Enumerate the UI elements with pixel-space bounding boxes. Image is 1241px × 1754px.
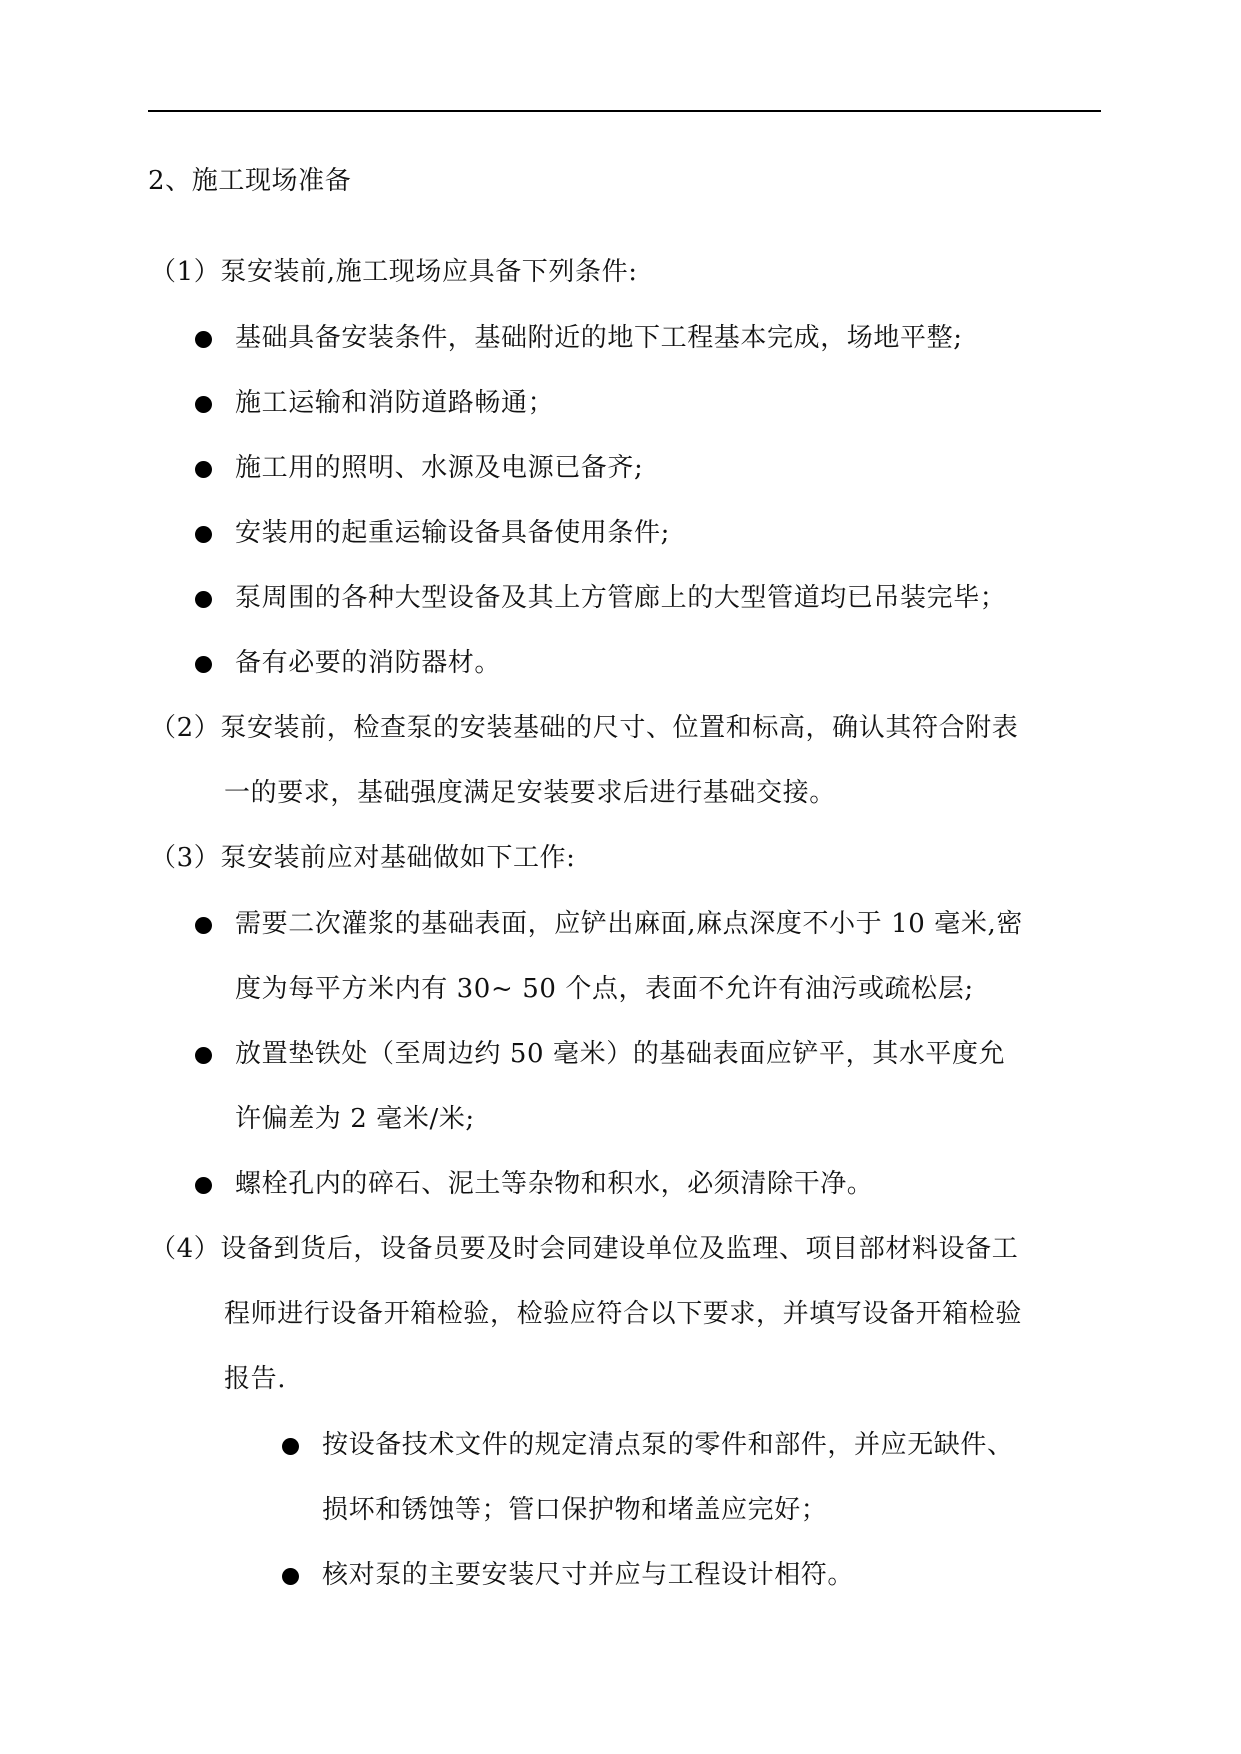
item1-title: （1）泵安装前,施工现场应具备下列条件: (150, 257, 638, 287)
item4-line-3: 报告. (224, 1364, 287, 1394)
item3-bullet-1-line-1: 需要二次灌浆的基础表面，应铲出麻面,麻点深度不小于 10 毫米,密 (235, 909, 1023, 939)
item3-bullet-3: 螺栓孔内的碎石、泥土等杂物和积水，必须清除干净。 (235, 1169, 874, 1199)
item3-bullet-1-line-2: 度为每平方米内有 30~ 50 个点，表面不允许有油污或疏松层; (235, 974, 974, 1004)
item3-bullet-2-line-1: 放置垫铁处（至周边约 50 毫米）的基础表面应铲平，其水平度允 (235, 1039, 1006, 1069)
section-heading: 2、施工现场准备 (148, 166, 352, 196)
bullet-icon (282, 1438, 299, 1455)
bullet-icon (195, 396, 212, 413)
header-rule (148, 110, 1101, 112)
bullet-icon (282, 1568, 299, 1585)
bullet-icon (195, 917, 212, 934)
bullet-icon (195, 1177, 212, 1194)
item4-bullet-2: 核对泵的主要安装尺寸并应与工程设计相符。 (322, 1560, 855, 1590)
bullet-icon (195, 461, 212, 478)
item4-line-1: （4）设备到货后，设备员要及时会同建设单位及监理、项目部材料设备工 (150, 1234, 1019, 1264)
bullet-icon (195, 331, 212, 348)
bullet-icon (195, 591, 212, 608)
item1-bullet-2: 施工运输和消防道路畅通； (235, 388, 555, 418)
item1-bullet-1: 基础具备安装条件，基础附近的地下工程基本完成，场地平整; (235, 323, 963, 353)
item2-line-1: （2）泵安装前，检查泵的安装基础的尺寸、位置和标高，确认其符合附表 (150, 713, 1019, 743)
item1-bullet-5: 泵周围的各种大型设备及其上方管廊上的大型管道均已吊装完毕； (235, 583, 1007, 613)
item1-bullet-4: 安装用的起重运输设备具备使用条件; (235, 518, 670, 548)
item4-bullet-1-line-2: 损坏和锈蚀等；管口保护物和堵盖应完好； (322, 1495, 828, 1525)
item4-line-2: 程师进行设备开箱检验，检验应符合以下要求，并填写设备开箱检验 (224, 1299, 1023, 1329)
item2-line-2: 一的要求，基础强度满足安装要求后进行基础交接。 (224, 778, 836, 808)
item1-bullet-6: 备有必要的消防器材。 (235, 648, 502, 678)
item3-title: （3）泵安装前应对基础做如下工作: (150, 843, 576, 873)
item4-bullet-1-line-1: 按设备技术文件的规定清点泵的零件和部件，并应无缺件、 (322, 1430, 1014, 1460)
bullet-icon (195, 1047, 212, 1064)
bullet-icon (195, 526, 212, 543)
bullet-icon (195, 656, 212, 673)
item1-bullet-3: 施工用的照明、水源及电源已备齐; (235, 453, 644, 483)
item3-bullet-2-line-2: 许偏差为 2 毫米/米; (235, 1104, 475, 1134)
